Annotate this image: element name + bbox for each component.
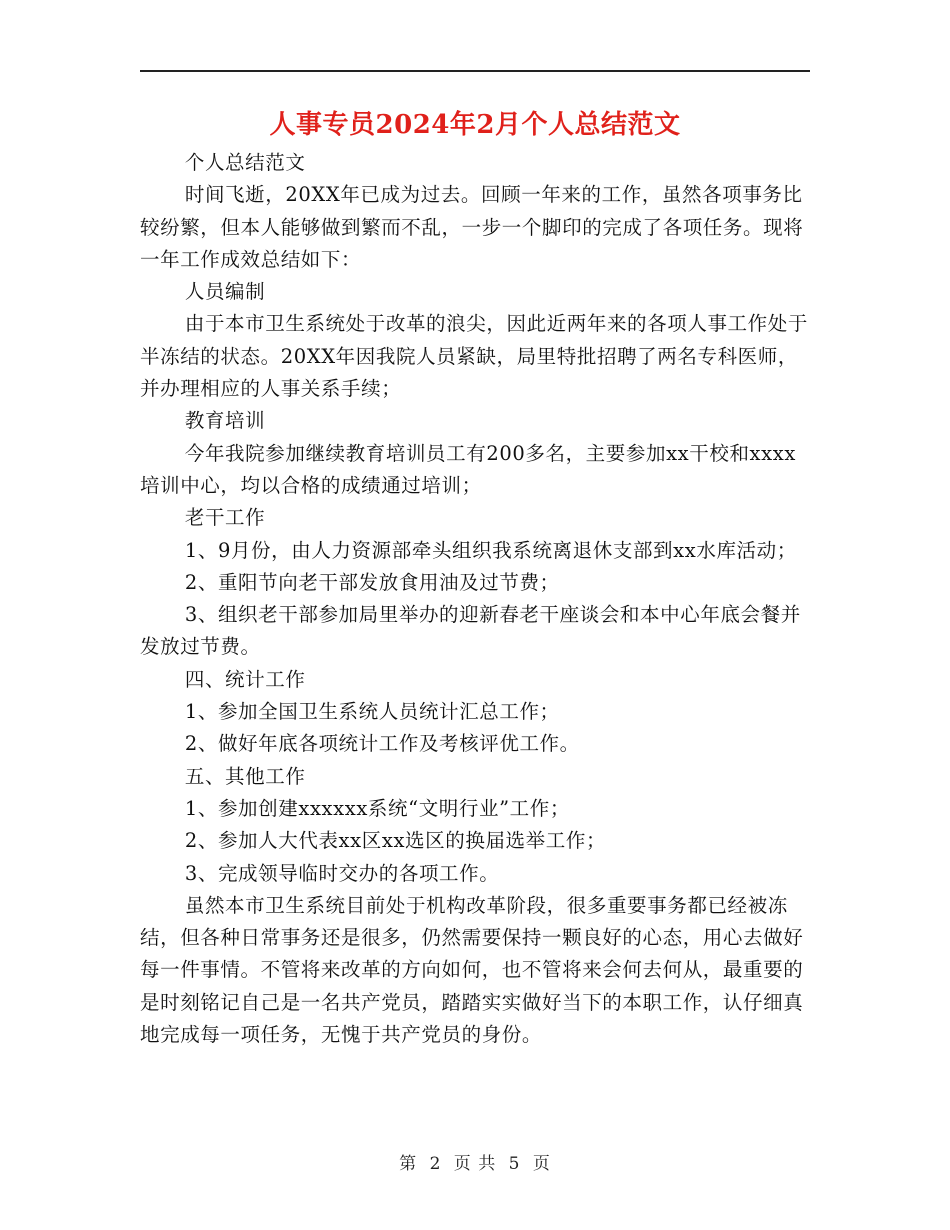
list-item: 2、参加人大代表xx区xx选区的换届选举工作； — [184, 829, 607, 853]
page-current: 2 — [429, 1154, 442, 1174]
header-rule — [140, 70, 810, 72]
paragraph: 虽然本市卫生系统目前处于机构改革阶段，很多重要事务都已经被冻结，但各种日常事务还是很多，仍然需要保持一颗良好的心态，用心去做好每一件事情。不管将来改革的方向如何，也不管将来会何去何从，最重要的是时刻铭记自己是一名共产党员，踏踏实实做好当下的本职工作，认仔细真地完成每一项任务，无愧于共产党员的身份。 — [140, 893, 804, 1047]
page-prefix: 第 — [399, 1154, 418, 1174]
section-heading: 老干工作 — [184, 506, 266, 530]
paragraph: 个人总结范文 — [184, 151, 306, 174]
paragraph: 由于本市卫生系统处于改革的浪尖，因此近两年来的各项人事工作处于半冻结的状态。20XX年因我院人员紧缺，局里特批招聘了两名专科医师，并办理相应的人事关系手续； — [140, 312, 808, 401]
document-title: 人事专员2024年2月个人总结范文 — [269, 110, 681, 140]
page-footer — [0, 1152, 950, 1176]
list-item: 3、组织老干部参加局里举办的迎新春老干座谈会和本中心年底会餐并发放过节费。 — [140, 603, 801, 659]
document-body — [140, 147, 810, 1051]
page-total: 5 — [508, 1154, 521, 1174]
section-heading: 四、统计工作 — [184, 667, 306, 691]
list-item: 1、参加全国卫生系统人员统计汇总工作； — [184, 700, 560, 724]
page-suffix: 页 — [532, 1154, 551, 1174]
paragraph: 时间飞逝，20XX年已成为过去。回顾一年来的工作，虽然各项事务比较纷繁，但本人能够做到繁而不乱，一步一个脚印的完成了各项任务。现将一年工作成效总结如下： — [140, 183, 804, 271]
list-item: 2、做好年底各项统计工作及考核评优工作。 — [184, 732, 580, 756]
list-item: 3、完成领导临时交办的各项工作。 — [184, 861, 500, 885]
list-item: 1、参加创建xxxxxx系统“文明行业”工作； — [184, 796, 570, 820]
page-mid: 页 共 — [453, 1154, 497, 1174]
section-heading: 教育培训 — [184, 409, 266, 433]
paragraph: 今年我院参加继续教育培训员工有200多名，主要参加xx干校和xxxx培训中心，均以合格的成绩通过培训； — [140, 441, 796, 497]
list-item: 1、9月份，由人力资源部牵头组织我系统离退休支部到xx水库活动； — [184, 538, 797, 562]
section-heading: 五、其他工作 — [184, 764, 306, 788]
section-heading: 人员编制 — [184, 280, 266, 304]
list-item: 2、重阳节向老干部发放食用油及过节费； — [184, 570, 560, 594]
